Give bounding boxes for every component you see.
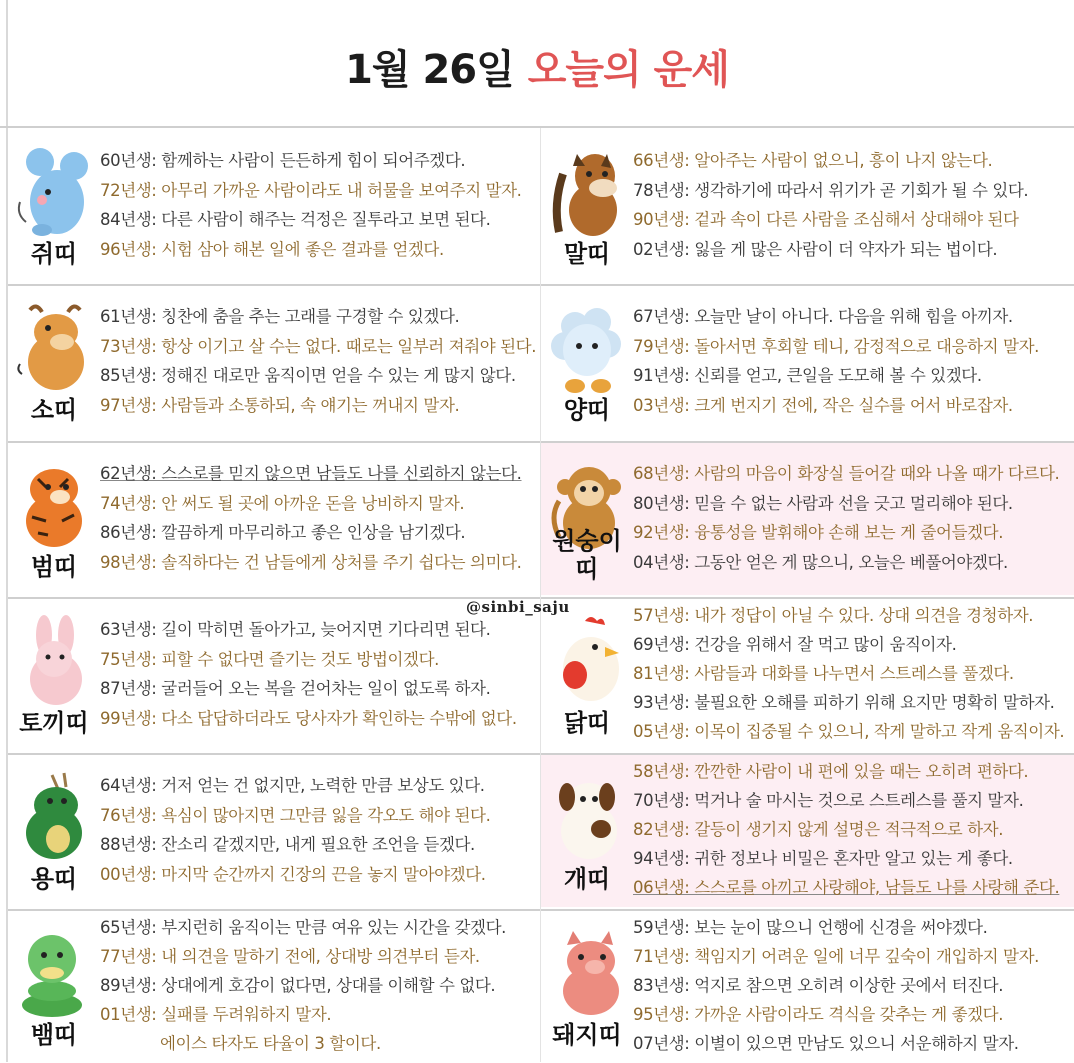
ox-icon (12, 300, 94, 396)
rat-icon (12, 144, 94, 240)
sign-cell-rat (8, 130, 540, 282)
fortune-line: 74년생: 안 써도 될 곳에 아까운 돈을 낭비하지 말자. (100, 493, 465, 513)
sign-cell-sheep (541, 286, 1074, 438)
fortune-line: 57년생: 내가 정답이 아닐 수 있다. 상대 의견을 경청하자. (633, 606, 1034, 625)
fortune-line: 06년생: 스스로를 아끼고 사랑해야, 남들도 나를 사랑해 준다. (633, 878, 1060, 897)
fortune-lines (100, 913, 540, 1058)
sign-cell-pig (541, 911, 1074, 1063)
watermark: @sinbi_saju (466, 598, 570, 616)
sign-cell-rabbit (8, 599, 540, 751)
sign-name: 소띠 (30, 396, 78, 424)
fortune-line: 76년생: 욕심이 많아지면 그만큼 잃을 각오도 해야 된다. (100, 805, 491, 825)
fortune-line: 86년생: 깔끔하게 마무리하고 좋은 인상을 남기겠다. (100, 523, 466, 542)
column-divider (540, 128, 541, 1062)
fortune-line: 81년생: 사람들과 대화를 나누면서 스트레스를 풀겠다. (633, 664, 1014, 683)
sign-name: 쥐띠 (30, 240, 78, 268)
fortune-line: 67년생: 오늘만 날이 아니다. 다음을 위해 힘을 아끼자. (633, 307, 1013, 326)
sign-name: 말띠 (563, 240, 611, 268)
page-title (0, 38, 1074, 95)
fortune-line: 89년생: 상대에게 호감이 없다면, 상대를 이해할 수 없다. (100, 976, 496, 995)
fortune-line: 58년생: 깐깐한 사람이 내 편에 있을 때는 오히려 편하다. (633, 762, 1029, 781)
sheep-icon (545, 300, 627, 396)
fortune-lines (633, 757, 1074, 902)
fortune-line: 03년생: 크게 번지기 전에, 작은 실수를 어서 바로잡자. (633, 395, 1013, 415)
horse-icon (545, 144, 627, 240)
sign-name: 범띠 (30, 553, 78, 581)
fortune-line: 69년생: 건강을 위해서 잘 먹고 많이 움직이자. (633, 635, 957, 654)
fortune-line: 75년생: 피할 수 없다면 즐기는 것도 방법이겠다. (100, 649, 439, 669)
title-main: 오늘의 운세 (527, 47, 729, 93)
sign-cell-dog (541, 755, 1074, 907)
fortune-line: 91년생: 신뢰를 얻고, 큰일을 도모해 볼 수 있겠다. (633, 366, 982, 385)
sign-name: 개띠 (563, 865, 611, 893)
sign-name: 뱀띠 (30, 1021, 78, 1049)
fortune-lines (633, 913, 1074, 1058)
tiger-icon (12, 457, 94, 553)
fortune-line: 90년생: 겉과 속이 다른 사람을 조심해서 상대해야 된다 (633, 210, 1019, 229)
fortune-line: 63년생: 길이 막히면 돌아가고, 늦어지면 기다리면 된다. (100, 620, 491, 639)
fortune-line: 87년생: 굴러들어 오는 복을 걷어차는 일이 없도록 하자. (100, 679, 491, 698)
fortune-lines (100, 302, 540, 420)
fortune-line: 83년생: 억지로 참으면 오히려 이상한 곳에서 터진다. (633, 976, 1004, 995)
fortune-line: 64년생: 거저 얻는 건 없지만, 노력한 만큼 보상도 있다. (100, 776, 485, 795)
sign-name: 양띠 (563, 396, 611, 424)
fortune-line: 68년생: 사람의 마음이 화장실 들어갈 때와 나올 때가 다르다. (633, 464, 1060, 483)
dog-icon (545, 769, 627, 865)
fortune-line: 84년생: 다른 사람이 해주는 걱정은 질투라고 보면 된다. (100, 210, 491, 229)
fortune-line: 97년생: 사람들과 소통하되, 속 얘기는 꺼내지 말자. (100, 395, 460, 415)
fortune-line: 59년생: 보는 눈이 많으니 언행에 신경을 써야겠다. (633, 918, 988, 937)
fortune-lines (100, 771, 540, 889)
fortune-line: 65년생: 부지런히 움직이는 만큼 여유 있는 시간을 갖겠다. (100, 918, 506, 937)
fortune-line: 92년생: 융통성을 발휘해야 손해 보는 게 줄어들겠다. (633, 523, 1004, 542)
fortune-line: 94년생: 귀한 정보나 비밀은 혼자만 알고 있는 게 좋다. (633, 849, 1013, 868)
fortune-line: 99년생: 다소 답답하더라도 당사자가 확인하는 수밖에 없다. (100, 708, 517, 728)
fortune-line: 96년생: 시험 삼아 해본 일에 좋은 결과를 얻겠다. (100, 239, 444, 259)
fortune-lines (100, 459, 540, 577)
sign-name: 토끼띠 (19, 709, 89, 737)
fortune-line: 88년생: 잔소리 같겠지만, 내게 필요한 조언을 듣겠다. (100, 835, 475, 854)
sign-cell-horse (541, 130, 1074, 282)
fortune-line: 02년생: 잃을 게 많은 사람이 더 약자가 되는 법이다. (633, 239, 998, 259)
fortune-line: 71년생: 책임지기 어려운 일에 너무 깊숙이 개입하지 말자. (633, 947, 1039, 966)
fortune-line: 93년생: 불필요한 오해를 피하기 위해 요지만 명확히 말하자. (633, 693, 1055, 712)
dragon-icon (12, 769, 94, 865)
fortune-lines (100, 146, 540, 264)
fortune-line: 72년생: 아무리 가까운 사람이라도 내 허물을 보여주지 말자. (100, 180, 522, 200)
fortune-line: 77년생: 내 의견을 말하기 전에, 상대방 의견부터 듣자. (100, 947, 480, 966)
fortune-line: 66년생: 알아주는 사람이 없으니, 흥이 나지 않는다. (633, 151, 993, 170)
fortune-line: 61년생: 칭찬에 춤을 추는 고래를 구경할 수 있겠다. (100, 307, 460, 326)
fortune-lines (100, 615, 540, 733)
fortune-line: 85년생: 정해진 대로만 움직이면 얻을 수 있는 게 많지 않다. (100, 366, 516, 385)
snake-icon (12, 925, 94, 1021)
sign-cell-ox (8, 286, 540, 438)
fortune-line: 에이스 타자도 타율이 3 할이다. (160, 1034, 381, 1053)
fortune-lines (633, 146, 1074, 264)
fortune-line: 79년생: 돌아서면 후회할 테니, 감정적으로 대응하지 말자. (633, 336, 1039, 356)
fortune-line: 73년생: 항상 이기고 살 수는 없다. 때로는 일부러 져줘야 된다. (100, 336, 537, 356)
fortune-line: 07년생: 이별이 있으면 만남도 있으니 서운해하지 말자. (633, 1034, 1019, 1053)
fortune-lines (633, 459, 1074, 577)
sign-name: 돼지띠 (552, 1021, 622, 1049)
sign-cell-snake (8, 911, 540, 1063)
sign-cell-tiger (8, 443, 540, 595)
fortune-line: 80년생: 믿을 수 없는 사람과 선을 긋고 멀리해야 된다. (633, 493, 1013, 513)
sign-name: 용띠 (30, 865, 78, 893)
fortune-line: 70년생: 먹거나 술 마시는 것으로 스트레스를 풀지 말자. (633, 791, 1024, 810)
fortune-grid (8, 128, 1074, 1062)
fortune-line: 01년생: 실패를 두려워하지 말자. (100, 1005, 332, 1024)
fortune-line: 04년생: 그동안 얻은 게 많으니, 오늘은 베풀어야겠다. (633, 552, 1008, 572)
page-header (0, 0, 1074, 128)
sign-cell-monkey (541, 443, 1074, 595)
fortune-line: 95년생: 가까운 사람이라도 격식을 갖추는 게 좋겠다. (633, 1005, 1004, 1024)
fortune-lines (633, 302, 1074, 420)
pig-icon (545, 925, 627, 1021)
fortune-line: 00년생: 마지막 순간까지 긴장의 끈을 놓지 말아야겠다. (100, 864, 486, 884)
rabbit-icon (12, 613, 94, 709)
rooster-icon (545, 613, 627, 709)
sign-cell-dragon (8, 755, 540, 907)
sign-name: 원숭이띠 (552, 527, 622, 583)
fortune-line: 78년생: 생각하기에 따라서 위기가 곧 기회가 될 수 있다. (633, 180, 1029, 200)
fortune-line: 05년생: 이목이 집중될 수 있으니, 작게 말하고 작게 움직이자. (633, 722, 1065, 741)
fortune-line: 60년생: 함께하는 사람이 든든하게 힘이 되어주겠다. (100, 151, 466, 170)
sign-name: 닭띠 (563, 709, 611, 737)
sign-cell-rooster (541, 599, 1074, 751)
fortune-line: 98년생: 솔직하다는 건 남들에게 상처를 주기 쉽다는 의미다. (100, 552, 522, 572)
fortune-line: 82년생: 갈등이 생기지 않게 설명은 적극적으로 하자. (633, 820, 1004, 839)
fortune-line: 62년생: 스스로를 믿지 않으면 남들도 나를 신뢰하지 않는다. (100, 464, 522, 483)
fortune-lines (633, 601, 1074, 746)
title-date: 1월 26일 (345, 47, 514, 93)
